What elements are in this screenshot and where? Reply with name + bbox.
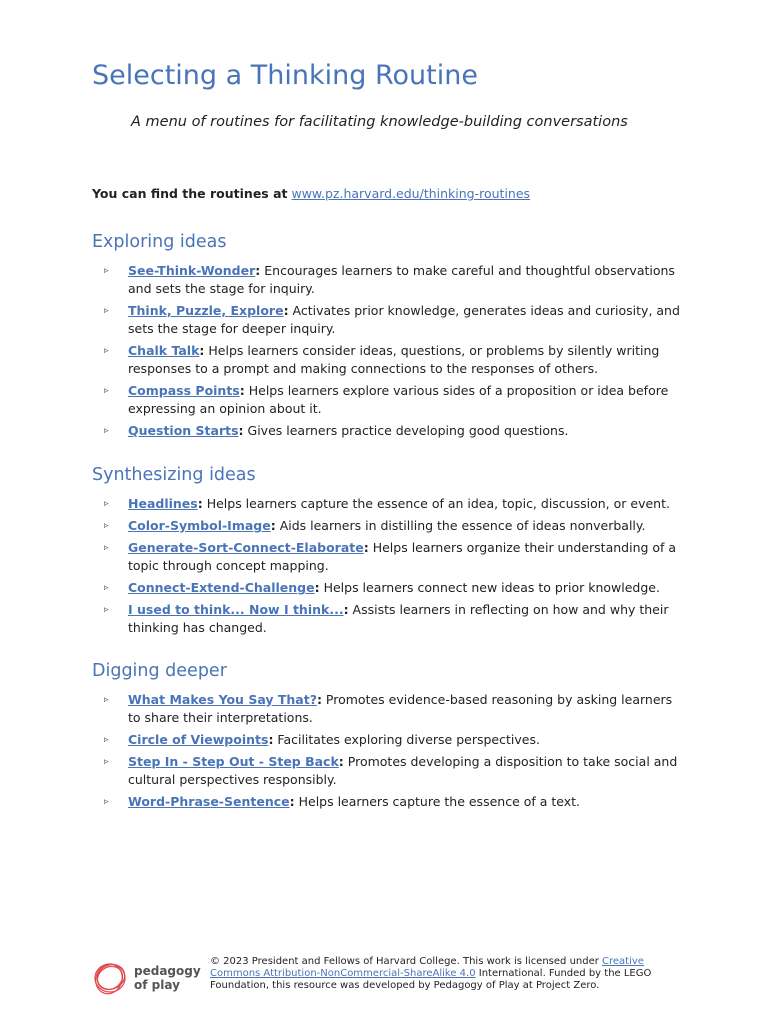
triangle-bullet-icon: ▹ (104, 757, 109, 767)
triangle-bullet-icon: ▹ (104, 797, 109, 807)
routine-description: Promotes developing a disposition to take social and cultural perspectives responsibly. (128, 754, 678, 787)
triangle-bullet-icon: ▹ (104, 605, 109, 615)
thinking-routines-link[interactable]: www.pz.harvard.edu/thinking-routines (291, 186, 531, 201)
routine-link[interactable]: I used to think... Now I think... (128, 602, 344, 617)
routine-link[interactable]: Headlines (128, 496, 198, 511)
routine-description: Helps learners consider ideas, questions, or problems by silently writing responses to a prompt and making connections to the responses of others. (128, 343, 660, 376)
routine-separator: : (197, 496, 203, 511)
routine-description: Aids learners in distilling the essence of ideas nonverbally. (275, 518, 646, 533)
routine-separator: : (199, 343, 205, 358)
routines-source-label: You can find the routines at (92, 186, 288, 201)
routine-item (92, 422, 682, 440)
routine-separator: : (283, 303, 289, 318)
routine-separator: : (289, 794, 295, 809)
routine-item (92, 601, 682, 637)
routine-item (92, 517, 682, 535)
routine-item (92, 539, 682, 575)
section-synthesizing-ideas (92, 465, 682, 641)
routine-link[interactable]: Compass Points (128, 383, 240, 398)
routine-item (92, 579, 682, 597)
triangle-bullet-icon: ▹ (104, 543, 109, 553)
routine-link[interactable]: Word-Phrase-Sentence (128, 794, 290, 809)
triangle-bullet-icon: ▹ (104, 583, 109, 593)
routine-item (92, 262, 682, 298)
copyright-notice (210, 956, 672, 992)
section-exploring-ideas (92, 232, 682, 444)
routine-separator: : (238, 423, 244, 438)
routine-link[interactable]: Think, Puzzle, Explore (128, 303, 284, 318)
routine-description: Helps learners capture the essence of a text. (294, 794, 581, 809)
section-heading: Digging deeper (92, 661, 227, 681)
routine-item (92, 382, 682, 418)
routine-link[interactable]: Circle of Viewpoints (128, 732, 269, 747)
routine-separator: : (270, 518, 276, 533)
routine-separator: : (314, 580, 320, 595)
routine-item (92, 495, 682, 513)
routine-description: Facilitates exploring diverse perspectives. (273, 732, 540, 747)
triangle-bullet-icon: ▹ (104, 499, 109, 509)
routine-link[interactable]: Chalk Talk (128, 343, 200, 358)
pedagogy-of-play-logo (92, 958, 204, 998)
routine-item (92, 731, 682, 749)
routine-item (92, 793, 682, 811)
triangle-bullet-icon: ▹ (104, 521, 109, 531)
scribble-circle-icon (92, 960, 128, 996)
routine-list (92, 262, 682, 440)
routine-description: Gives learners practice developing good questions. (243, 423, 569, 438)
routine-list (92, 495, 682, 637)
routine-description: Promotes evidence-based reasoning by asking learners to share their interpretations. (128, 692, 673, 725)
routine-description: Assists learners in reflecting on how and why their thinking has changed. (128, 602, 669, 635)
logo-line: of play (134, 978, 180, 992)
routine-link[interactable]: Step In - Step Out - Step Back (128, 754, 339, 769)
routine-item (92, 691, 682, 727)
logo-wordmark (134, 964, 201, 992)
routine-link[interactable]: See-Think-Wonder (128, 263, 256, 278)
routine-description: Helps learners organize their understanding of a topic through concept mapping. (128, 540, 677, 573)
routine-description: Helps learners capture the essence of an idea, topic, discussion, or event. (202, 496, 670, 511)
footer (92, 956, 672, 1000)
triangle-bullet-icon: ▹ (104, 695, 109, 705)
routine-link[interactable]: Generate-Sort-Connect-Elaborate (128, 540, 364, 555)
routines-source-line (92, 186, 530, 201)
routine-separator: : (363, 540, 369, 555)
routine-list (92, 691, 682, 811)
triangle-bullet-icon: ▹ (104, 386, 109, 396)
copyright-text: International. Funded by the LEGO Foundation, this resource was developed by Pedagogy of Play at Project Zero. (210, 968, 652, 991)
routine-separator: : (338, 754, 344, 769)
triangle-bullet-icon: ▹ (104, 346, 109, 356)
triangle-bullet-icon: ▹ (104, 306, 109, 316)
section-heading: Exploring ideas (92, 232, 227, 252)
routine-link[interactable]: Question Starts (128, 423, 239, 438)
routine-separator: : (316, 692, 322, 707)
triangle-bullet-icon: ▹ (104, 266, 109, 276)
routine-item (92, 302, 682, 338)
page-subtitle: A menu of routines for facilitating knowledge-building conversations (131, 114, 628, 130)
triangle-bullet-icon: ▹ (104, 735, 109, 745)
routine-separator: : (268, 732, 274, 747)
routine-description: Helps learners explore various sides of a proposition or idea before expressing an opinion about it. (128, 383, 669, 416)
triangle-bullet-icon: ▹ (104, 426, 109, 436)
section-heading: Synthesizing ideas (92, 465, 256, 485)
routine-link[interactable]: What Makes You Say That? (128, 692, 317, 707)
license-link[interactable]: Creative Commons Attribution-NonCommercial-ShareAlike 4.0 (210, 956, 644, 979)
routine-description: Activates prior knowledge, generates ideas and curiosity, and sets the stage for deeper inquiry. (128, 303, 680, 336)
routine-item (92, 753, 682, 789)
routine-description: Helps learners connect new ideas to prior knowledge. (319, 580, 660, 595)
routine-item (92, 342, 682, 378)
copyright-text: © 2023 President and Fellows of Harvard College. This work is licensed under (210, 956, 603, 967)
routine-separator: : (343, 602, 349, 617)
section-digging-deeper (92, 661, 682, 815)
routine-description: Encourages learners to make careful and thoughtful observations and sets the stage for inquiry. (128, 263, 675, 296)
routine-separator: : (239, 383, 245, 398)
logo-line: pedagogy (134, 964, 201, 978)
routine-separator: : (255, 263, 261, 278)
page-title: Selecting a Thinking Routine (92, 60, 478, 91)
routine-link[interactable]: Connect-Extend-Challenge (128, 580, 315, 595)
routine-link[interactable]: Color-Symbol-Image (128, 518, 271, 533)
